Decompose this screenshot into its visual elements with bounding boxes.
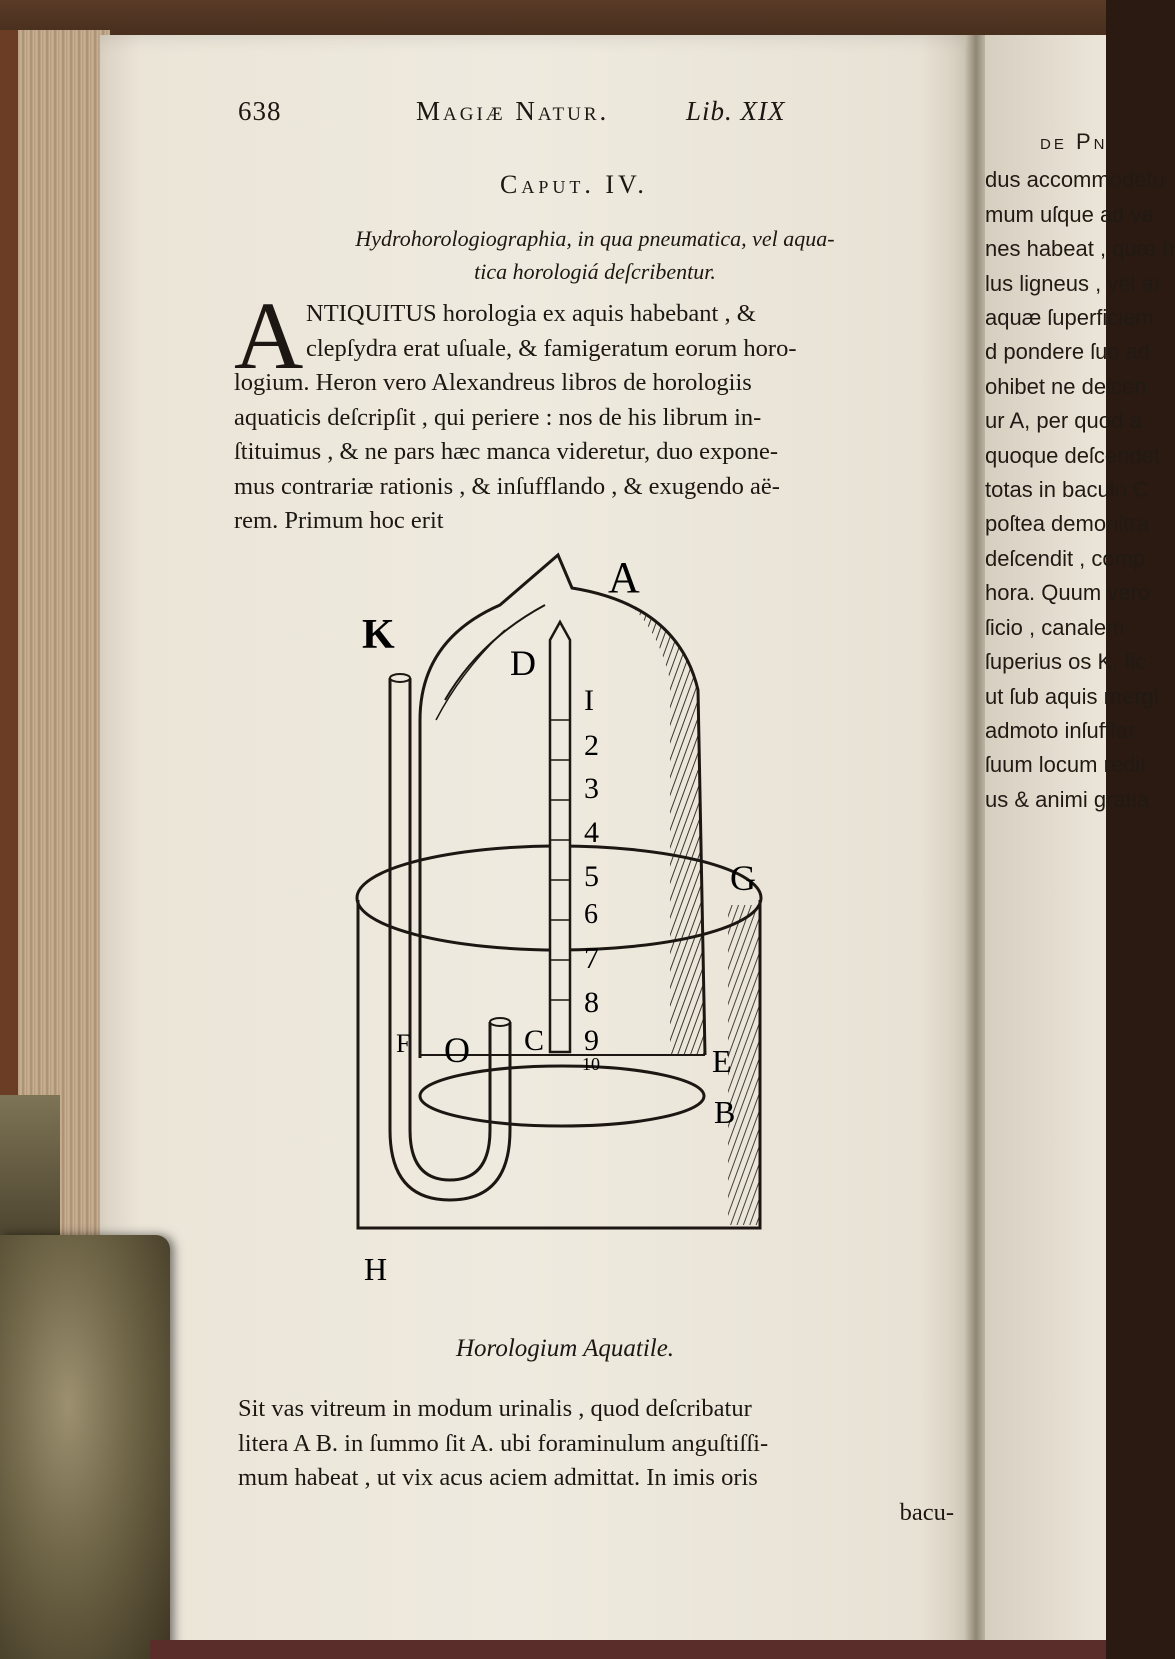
figure-caption: Horologium Aquatile.	[456, 1335, 675, 1362]
label-k: K	[362, 612, 395, 658]
text-line: litera A B. in ſummo ſit A. ubi foraminulum anguſtiſſi-	[238, 1429, 769, 1457]
scale-8: 8	[584, 986, 599, 1019]
running-title: Magiæ Natur.	[416, 96, 610, 126]
scale-4: 4	[584, 816, 599, 849]
right-line: aquæ ſuperficiem	[985, 305, 1154, 331]
book-number: Lib. XIX	[686, 96, 786, 126]
right-line: poſtea demonſtra	[985, 511, 1149, 537]
label-f: F	[396, 1029, 411, 1058]
right-line: nes habeat , quæ h	[985, 236, 1175, 262]
right-line: ur A, per quod a	[985, 408, 1142, 434]
text-line: mus contrariæ rationis , & inſufflando , & exugendo aë-	[234, 472, 780, 500]
water-clock-illustration	[340, 553, 860, 1315]
scale-10: 10	[582, 1054, 600, 1074]
paragraph-intro	[234, 282, 954, 539]
text-line: logium. Heron vero Alexandreus libros de horologiis	[234, 369, 752, 396]
scale-9: 9	[584, 1024, 599, 1057]
right-line: ſuperius os K, fic	[985, 649, 1147, 675]
right-line: admoto inſufflar	[985, 717, 1136, 743]
right-line: quoque deſcendet	[985, 442, 1160, 468]
text-line: mum habeat , ut vix acus aciem admittat. In imis oris	[238, 1464, 758, 1491]
text-line: rem. Primum hoc erit	[234, 507, 444, 534]
right-line: ut ſub aquis mergi	[985, 683, 1159, 709]
book-gutter	[965, 35, 987, 1659]
right-line: ohibet ne deſcen	[985, 373, 1147, 399]
right-line: mum uſque ad va	[985, 201, 1154, 227]
running-head	[238, 96, 818, 136]
label-a: A	[608, 553, 640, 602]
chapter-title: Caput. IV.	[500, 170, 648, 199]
right-line: ſuum locum redit	[985, 752, 1147, 778]
right-line: us & animi gratia	[985, 786, 1149, 812]
right-line: ſicio , canalem	[985, 614, 1125, 640]
catchword: bacu-	[899, 1498, 954, 1526]
right-line: lus ligneus , vel ar	[985, 270, 1162, 296]
scale-5: 5	[584, 860, 599, 893]
text-line: NTIQUITUS horologia ex aquis habebant , &	[306, 300, 756, 327]
table-cloth	[150, 1640, 1106, 1659]
text-line: clepſydra erat uſuale, & famigeratum eorum horo-	[306, 334, 797, 362]
graduated-rod	[550, 622, 570, 1052]
right-line: deſcendit , comp	[985, 545, 1146, 571]
paragraph-description	[238, 1392, 958, 1530]
label-g: G	[730, 858, 756, 898]
right-line: dus accommodetu	[985, 167, 1165, 193]
scale-6: 6	[584, 899, 598, 930]
label-h: H	[364, 1251, 388, 1287]
text-line: ſtituimus , & ne pars hæc manca videretur, duo expone-	[234, 438, 779, 465]
label-c: C	[524, 1024, 545, 1057]
text-line: aquaticis deſcripſit , qui periere : nos de his librum in-	[234, 403, 762, 431]
label-e: E	[712, 1043, 732, 1079]
subtitle-line: tica horologiá deſcribentur.	[474, 259, 716, 284]
text-line: Sit vas vitreum in modum urinalis , quod deſcribatur	[238, 1395, 752, 1422]
right-line: d pondere ſuo ad	[985, 339, 1151, 365]
right-page-header: de Pn	[1040, 129, 1108, 154]
scale-2: 2	[584, 729, 599, 762]
book-weight-shadow	[0, 1095, 60, 1235]
scale-7: 7	[584, 942, 599, 975]
right-line: totas in baculo C	[985, 477, 1149, 503]
scale-1: I	[584, 684, 594, 717]
label-o: O	[444, 1030, 470, 1070]
scale-3: 3	[584, 772, 599, 805]
chapter-subtitle	[285, 222, 905, 288]
drop-cap: A	[234, 282, 304, 389]
subtitle-line: Hydrohorologiographia, in qua pneumatica, vel aqua-	[355, 226, 835, 251]
brass-book-weight	[0, 1235, 170, 1659]
label-d: D	[510, 643, 536, 683]
page-number: 638	[238, 96, 282, 126]
right-page	[985, 35, 1175, 1659]
right-page-text	[985, 125, 1175, 817]
right-line: hora. Quum vero	[985, 580, 1151, 606]
label-b: B	[714, 1094, 736, 1130]
